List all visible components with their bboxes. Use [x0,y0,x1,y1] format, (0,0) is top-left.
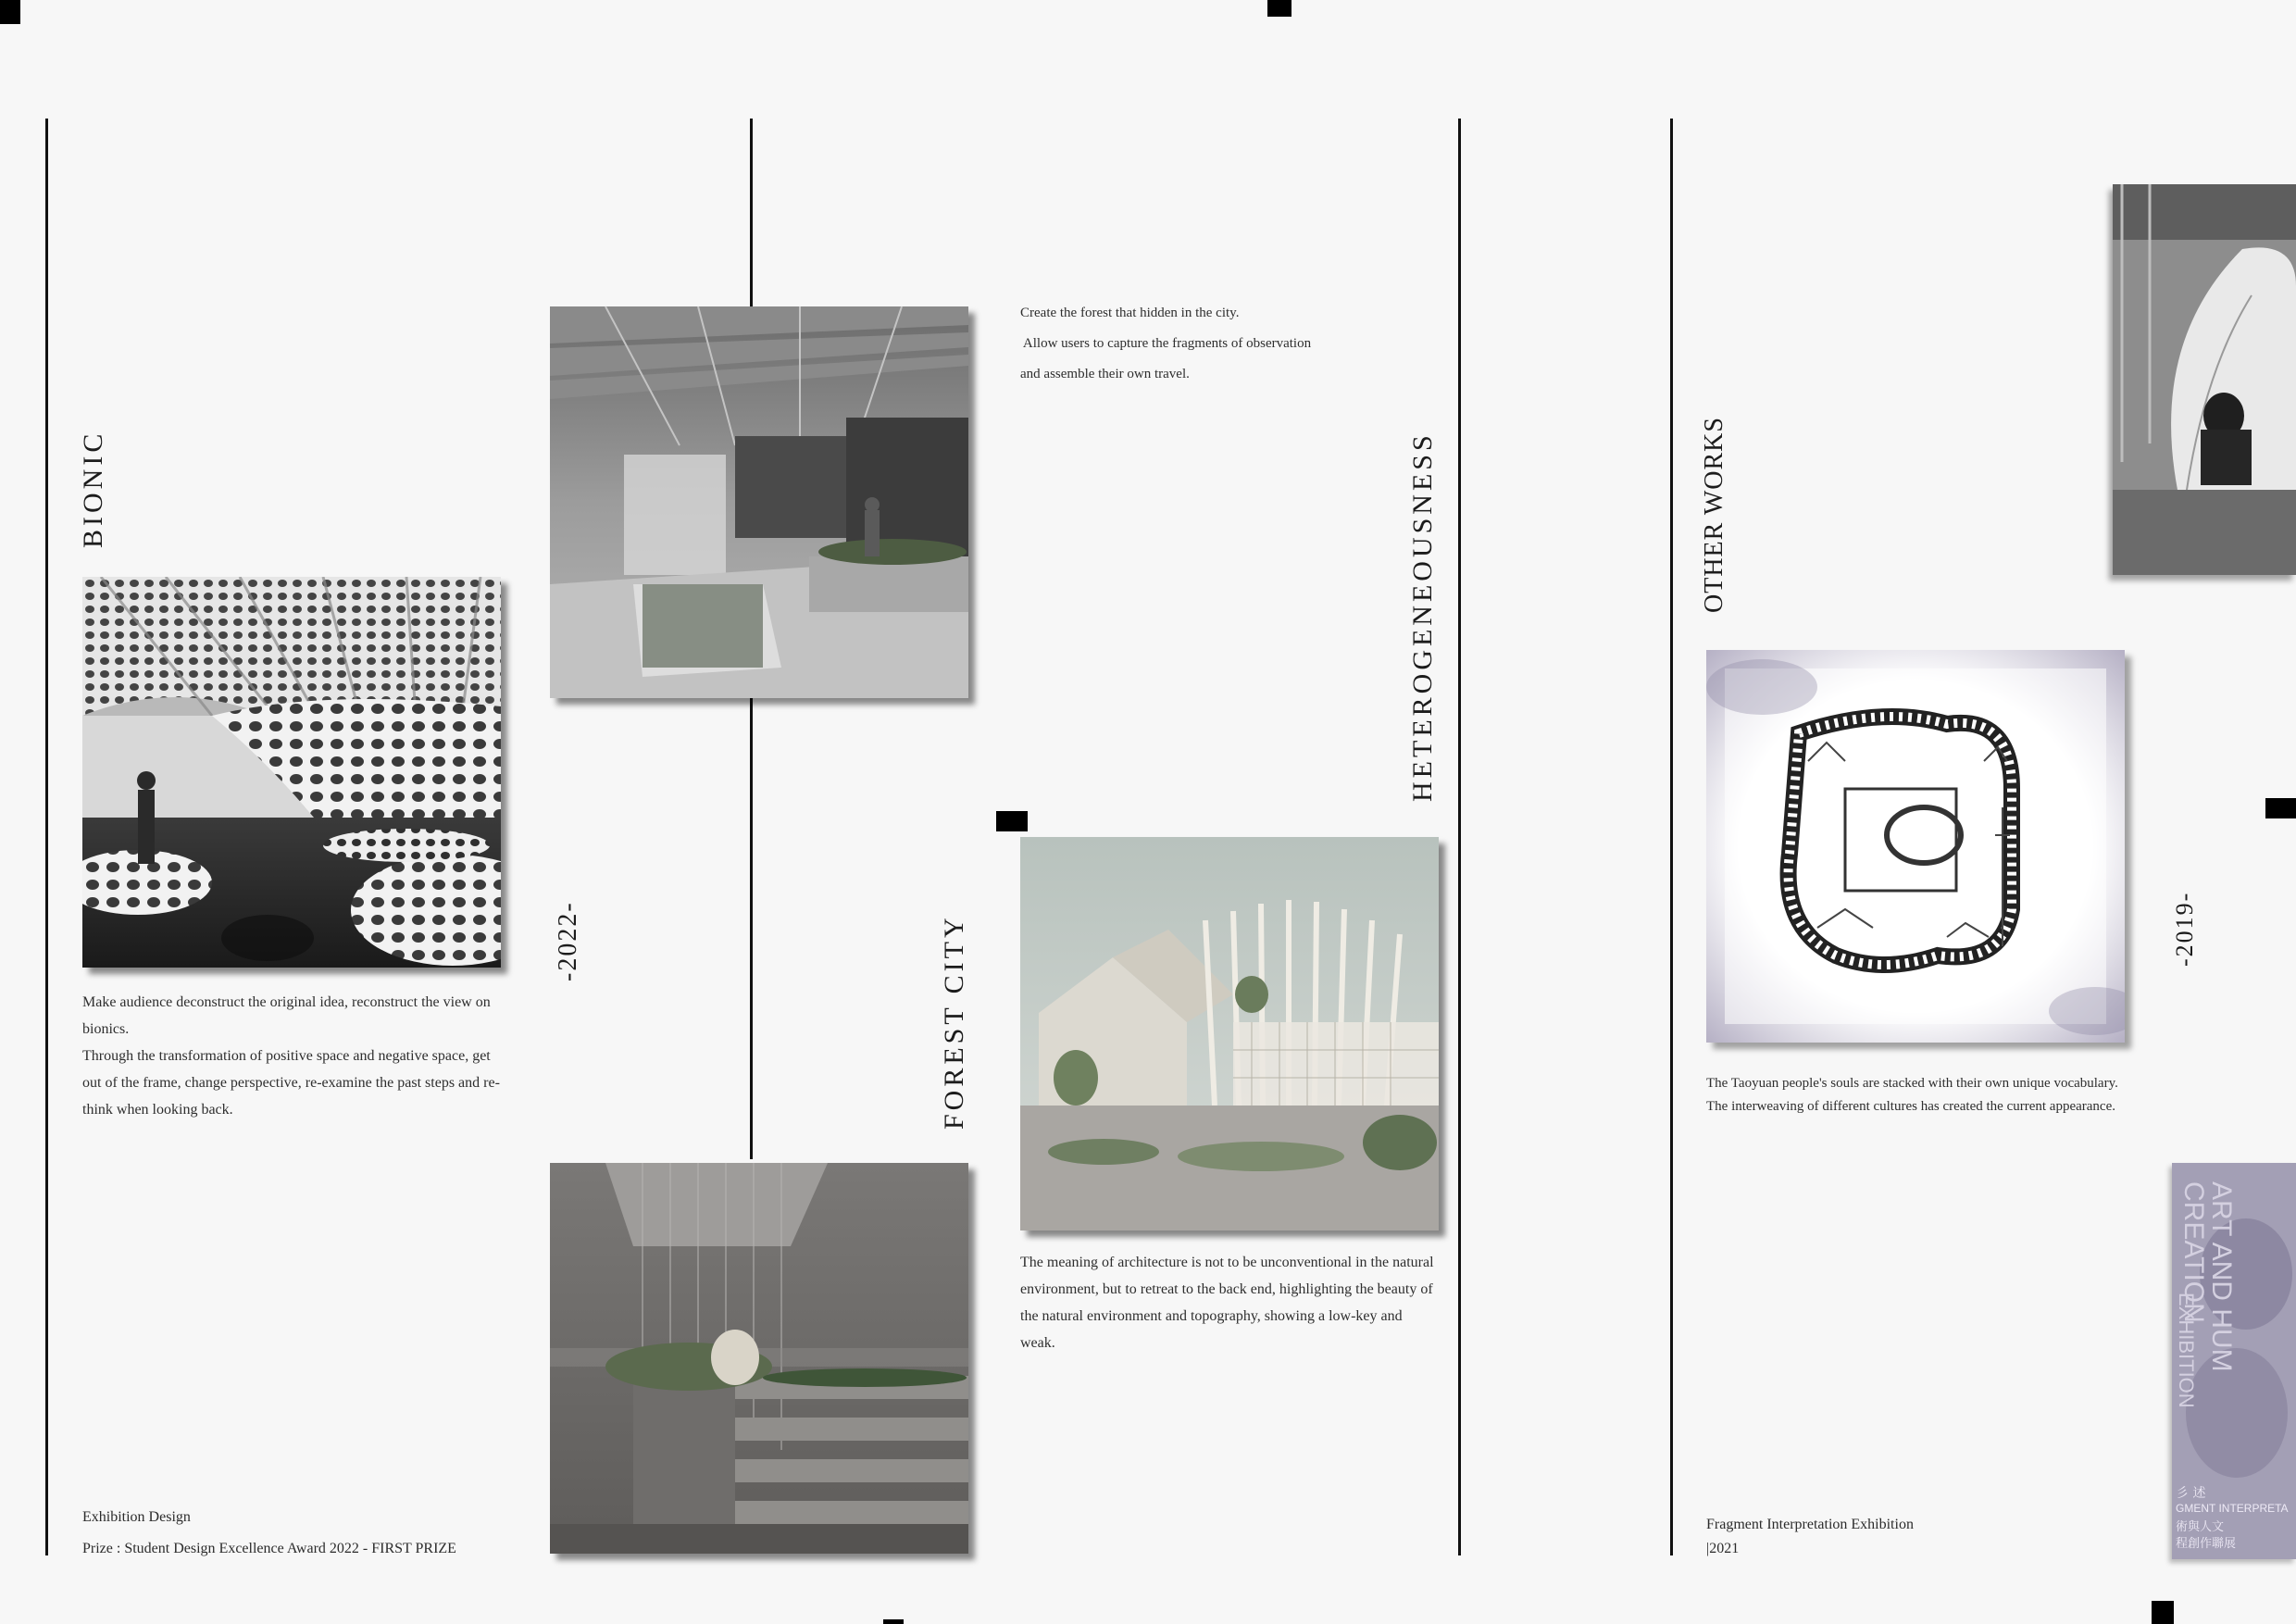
registration-mark [883,1619,904,1624]
section-title-bionic: BIONIC [78,430,108,548]
forest-city-description: The meaning of architecture is not to be unconventional in the natural environment, but to retreat to the back end, highlighting the beauty of the natural environment and topography, showing a low-key and weak. [1020,1255,1434,1351]
project-category: Exhibition Design [82,1509,191,1525]
forest-city-interior-image [550,306,968,698]
forest-city-stair-image [550,1163,968,1554]
other-works-sketch-image [1706,650,2125,1043]
registration-mark [2152,1601,2174,1624]
poster-text-chinese-mark: 彡 述 [2176,1486,2206,1501]
poster-text-creation: CREATION [2178,1181,2209,1323]
divider-line [45,119,48,1555]
poster-text-chinese-2: 程創作聯展 [2176,1537,2237,1551]
forest-city-intro-line: Create the forest that hidden in the city. [1020,306,1240,320]
forest-city-intro [1020,298,1409,390]
exhibition-name: Fragment Interpretation Exhibition [1706,1517,1914,1532]
registration-mark [1267,0,1292,17]
project-prize: Prize : Student Design Excellence Award 2022 - FIRST PRIZE [82,1541,456,1556]
forest-city-intro-line: and assemble their own travel. [1020,367,1190,381]
poster-text-exhibition: EXHIBITION [2175,1293,2198,1408]
bionic-description [82,989,508,1123]
bionic-description-line: Through the transformation of positive space and negative space, get out of the frame, change perspective, re-examine the past steps and re-think when looking back. [82,1048,500,1118]
forest-city-intro-line: Allow users to capture the fragments of observation [1020,336,1312,351]
section-title-forest-city: FOREST CITY [939,914,969,1130]
divider-line [1458,119,1461,1555]
bionic-render-image [82,577,501,968]
other-works-installation-image [2113,184,2296,575]
divider-line [1670,119,1673,1555]
exhibition-year: |2021 [1706,1541,1740,1556]
year-label-2019: -2019- [2171,891,2198,967]
forest-city-exterior-image [1020,837,1439,1230]
registration-mark [0,0,20,24]
poster-text-chinese-1: 術與人文 [2176,1520,2225,1534]
year-label-2022: -2022- [554,901,582,981]
section-title-other-works: OTHER WORKS [1700,417,1728,613]
registration-mark [996,811,1028,831]
section-title-heterogeneousness: HETEROGENEOUSNESS [1407,431,1438,802]
other-works-description: The Taoyuan people's souls are stacked with their own unique vocabulary. The interweaving of different cultures has created the current appearance. [1706,1076,2118,1114]
poster-text-art: ART AND HUM [2206,1181,2237,1372]
bionic-description-line: Make audience deconstruct the original idea, reconstruct the view on bionics. [82,994,491,1037]
registration-mark [2265,798,2296,818]
exhibition-poster-image [2172,1163,2296,1559]
poster-text-fragment: GMENT INTERPRETA [2176,1502,2289,1515]
